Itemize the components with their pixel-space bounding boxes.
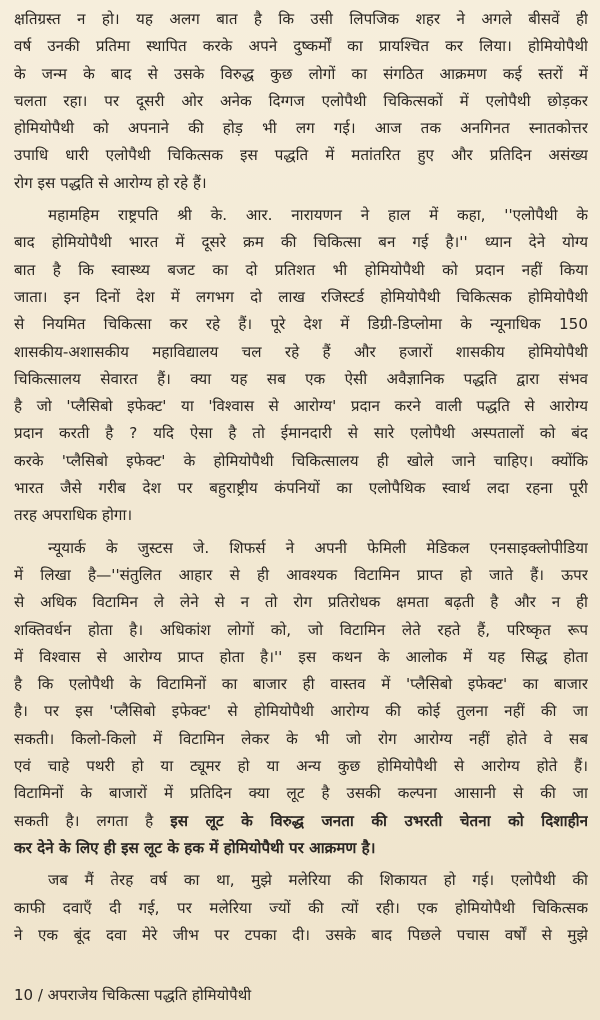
text-line: काफी दवाएँ दी गई, पर मलेरिया ज्यों की त्यों रही। एक होमियोपैथी चिकित्सक xyxy=(14,898,588,917)
text-line: बात है कि स्वास्थ्य बजट का दो प्रतिशत भी होमियोपैथी को प्रदान नहीं किया xyxy=(14,260,588,279)
text-line: उपाधि धारी एलोपैथी चिकित्सक इस पद्धति में मतांतरित हुए और प्रतिदिन असंख्य xyxy=(14,146,588,165)
text-line: क्षतिग्रस्त न हो। यह अलग बात है कि उसी लिपजिक शहर ने अगले बीसवें ही xyxy=(14,10,588,28)
text-line: है जो 'प्लैसिबो इफेक्ट' या 'विश्वास से आरोग्य' प्रदान करने वाली पद्धति से आरोग्य xyxy=(14,397,588,416)
paragraph-2 xyxy=(14,202,588,530)
text-line: चिकित्सालय सेवारत हैं। क्या यह सब एक ऐसी अवैज्ञानिक पद्धति द्वारा संभव xyxy=(14,369,588,388)
text-line: करके 'प्लैसिबो इफेक्ट' के होमियोपैथी चिकित्सालय ही खोले जाने चाहिए। क्योंकि xyxy=(14,451,588,470)
page-footer xyxy=(14,985,251,1005)
text-line: चलता रहा। पर दूसरी ओर अनेक दिग्गज एलोपैथी चिकित्सकों में एलोपैथी छोड़कर xyxy=(14,91,588,110)
text-line: एवं चाहे पथरी हो या ट्यूमर हो या अन्य कुछ होमियोपैथी से आरोग्य होते हैं। xyxy=(14,757,588,776)
text-line: शक्तिवर्धन होता है। अधिकांश लोगों को, जो विटामिन लेते रहते हैं, परिष्कृत रूप xyxy=(14,620,588,639)
text-line: होमियोपैथी को अपनाने की होड़ भी लग गई। आज तक अनगिनत स्नातकोत्तर xyxy=(14,119,588,138)
body-text xyxy=(14,6,588,954)
text-line: सकती। किलो-किलो में विटामिन लेकर के भी जो रोग आरोग्य नहीं होते वे सब xyxy=(14,729,588,748)
text-line: विटामिनों के बाजारों में प्रतिदिन क्या लूट है उसकी कल्पना आसानी से की जा xyxy=(14,784,588,803)
paragraph-3 xyxy=(14,535,588,863)
text-line: में विश्वास से आरोग्य प्राप्त होता है।'' इस कथन के आलोक में यह सिद्ध होता xyxy=(14,647,588,666)
text-line: महामहिम राष्ट्रपति श्री के. आर. नारायणन ने हाल में कहा, ''एलोपैथी के xyxy=(48,206,588,225)
text-line: से नियमित चिकित्सा कर रहे हैं। पूरे देश में डिग्री-डिप्लोमा के न्यूनाधिक 150 xyxy=(14,315,588,334)
paragraph-4 xyxy=(14,867,588,949)
text-line: तरह अपराधिक होगा। xyxy=(14,506,133,525)
text-line: जाता। इन दिनों देश में लगभग दो लाख रजिस्टर्ड होमियोपैथी चिकित्सक होमियोपैथी xyxy=(14,287,588,306)
text-line: में लिखा है—''संतुलित आहार से ही आवश्यक विटामिन प्राप्त हो जाते हैं। ऊपर xyxy=(14,565,588,584)
text-line: है। पर इस 'प्लैसिबो इफेक्ट' से होमियोपैथी आरोग्य की कोई तुलना नहीं की जा xyxy=(14,702,588,721)
text-line: वर्ष उनकी प्रतिमा स्थापित करके अपने दुष्कर्मों का प्रायश्चित कर लिया। होमियोपैथी xyxy=(14,37,588,56)
text-line: प्रदान करती है ? यदि ऐसा है तो ईमानदारी से सारे एलोपैथी अस्पतालों को बंद xyxy=(14,424,588,443)
text-line: के जन्म के बाद से उसके विरुद्ध कुछ लोगों का संगठित आक्रमण कई स्तरों में xyxy=(14,64,588,83)
page-number-label: 10 / अपराजेय चिकित्सा पद्धति होमियोपैथी xyxy=(14,986,252,1004)
text-line-mixed xyxy=(14,808,588,835)
text-line: बाद होमियोपैथी भारत में दूसरे क्रम की चिकित्सा बन गई है।'' ध्यान देने योग्य xyxy=(14,233,588,252)
text-line: न्यूयार्क के जुस्टस जे. शिफर्स ने अपनी फेमिली मेडिकल एनसाइक्लोपीडिया xyxy=(48,538,588,557)
text-line: जब मैं तेरह वर्ष का था, मुझे मलेरिया की शिकायत हो गई। एलोपैथी की xyxy=(48,871,588,890)
text-line: शासकीय-अशासकीय महाविद्यालय चल रहे हैं और हजारों शासकीय होमियोपैथी xyxy=(14,342,588,361)
bold-text-line: कर देने के लिए ही इस लूट के हक में होमियोपैथी पर आक्रमण है। xyxy=(14,838,376,857)
text-line: है कि एलोपैथी के विटामिनों का बाजार ही वास्तव में 'प्लैसिबो इफेक्ट' का बाजार xyxy=(14,675,588,694)
text-line: ने एक बूंद दवा मेरे जीभ पर टपका दी। उसके बाद पिछले पचास वर्षों से मुझे xyxy=(14,925,588,944)
text-line: से अधिक विटामिन ले लेने से न तो रोग प्रतिरोधक क्षमता बढ़ती है और न ही xyxy=(14,593,588,612)
text-line: भारत जैसे गरीब देश पर बहुराष्ट्रीय कंपनियों का एलोपैथिक स्वार्थ लदा रहना पूरी xyxy=(14,479,588,498)
text-line: रोग इस पद्धति से आरोग्य हो रहे हैं। xyxy=(14,173,207,192)
bold-text-run: इस लूट के विरुद्ध जनता की उभरती चेतना को दिशाहीन xyxy=(170,811,588,830)
plain-text-run: सकती है। लगता है xyxy=(14,811,171,830)
paragraph-1 xyxy=(14,6,588,197)
